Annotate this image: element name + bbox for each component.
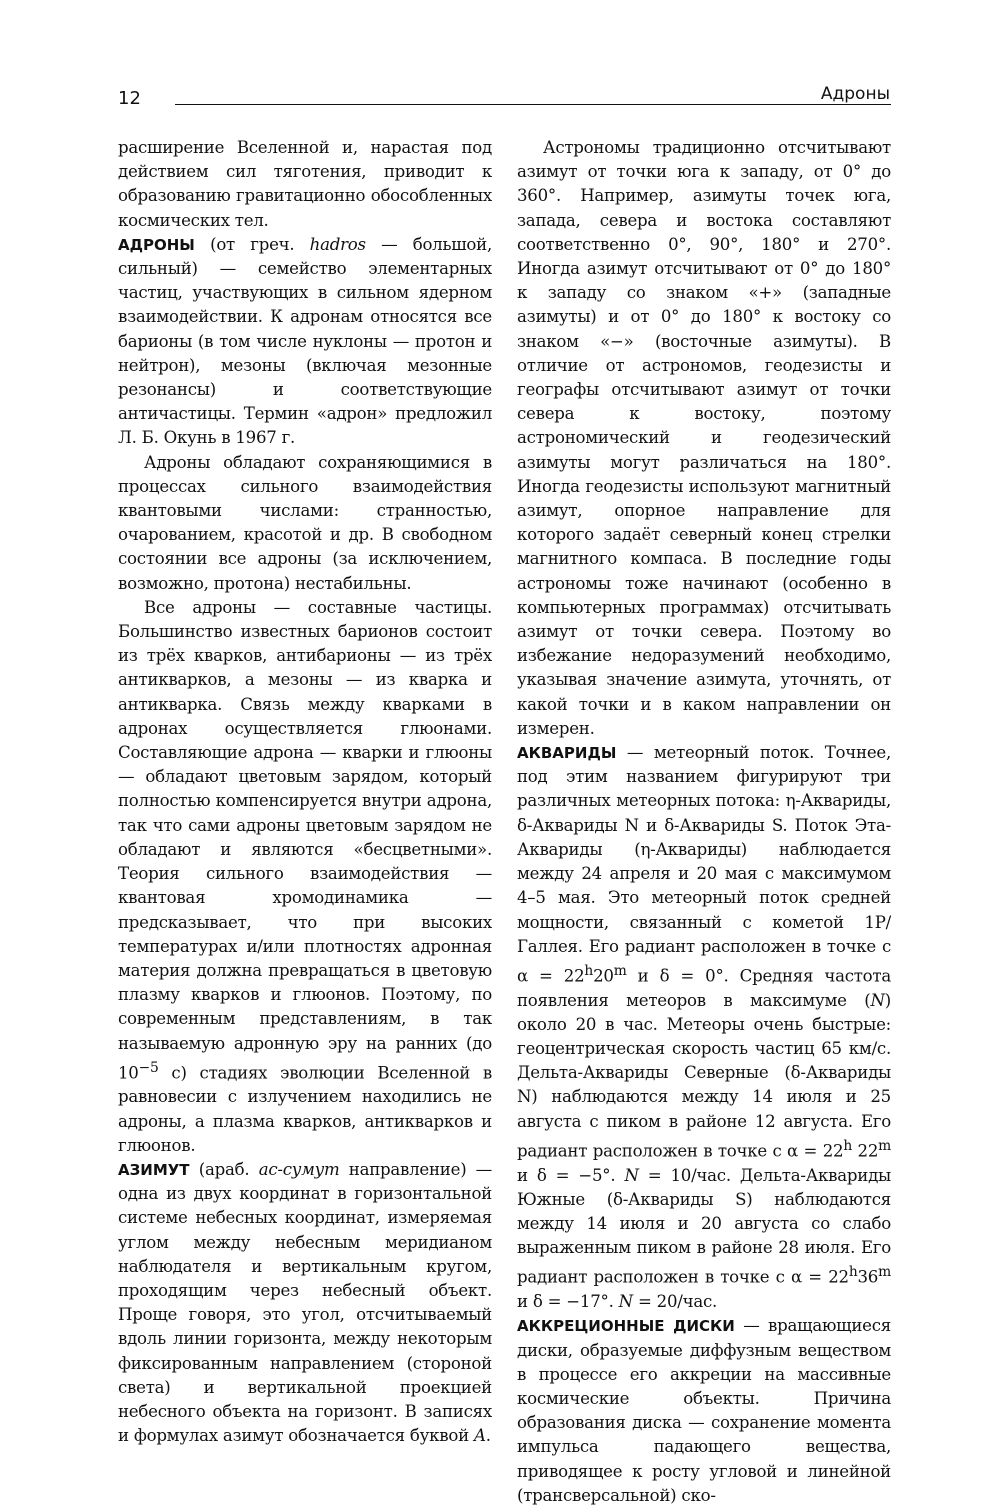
entry-term: АККРЕЦИОННЫЕ ДИСКИ [517,1317,735,1336]
paragraph: Астрономы традиционно отсчитывают азимут от точки юга к западу, от 0° до 360°. Например, азимуты точек юга, запада, севера и востока составляют соответственно 0°, 90°, 180° и 270°. Иногда азимут отсчитывают от 0° до 180° к западу со знаком «+» (западные азимуты) и от 0° до 180° к востоку со знаком «−» (восточные азимуты). В отличие от астрономов, геодезисты и географы отсчитывают азимут от точки севера к востоку, поэтому астрономический и геодезический азимуты могут различаться на 180°. Иногда геодезисты используют магнитный азимут, опорное направление для которого задаёт северный конец стрелки магнитного компаса. В последние годы астрономы тоже начинают (особенно в компьютерных программах) отсчитывать азимут от точки севера. Поэтому во избежание недоразумений необходимо, указывая значение азимута, уточнять, от какой точки и в каком направлении он измерен. [517,138,891,738]
paragraph: Адроны обладают сохраняющимися в процессах сильного взаимодействия квантовыми числами: странностью, очарованием, красотой и др. В свободном состоянии все адроны (за исключением, возможно, протона) нестабильны. [118,452,492,593]
page-number: 12 [118,88,141,109]
right-column [517,136,891,1508]
entry-azimut: АЗИМУТ (араб. ас-сумут направление) — одна из двух координат в горизонтальной системе небесных координат, измеряемая углом между небесным меридианом наблюдателя и вертикальным кругом, проходящим через небесный объект. Проще говоря, это угол, отсчитываемый вдоль линии горизонта, между некоторым фиксированным направлением (стороной света) и вертикальной проекцией небесного объекта на горизонт. В записях и формулах азимут обозначается буквой A. [118,1160,492,1446]
entry-akvaridy: АКВАРИДЫ — метеорный поток. Точнее, под этим названием фигурируют три различных метеорных потока: η-Аквариды, δ-Аквариды N и δ-Аквариды S. Поток Эта-Аквариды (η-Аквариды) наблюдается между 24 апреля и 20 мая с максимумом 4–5 мая. Это метеорный поток средней мощности, связанный с кометой 1P/Галлея. Его радиант расположен в точке с $\alpha = 22^h20^m$ и δ = 0°. Средняя частота появления метеоров в максимуме (N) около 20 в час. Метеоры очень быстрые: геоцентрическая скорость частиц 65 км/с. Дельта-Аквариды Северные (δ-Аквариды N) наблюдаются между 14 июля и 25 августа с пиком в районе 12 августа. Его радиант расположен в точке с $\alpha = 22^h$ 22$^m$ и δ = −5°. N = 10/час. Дельта-Аквариды Южные (δ-Аквариды S) наблюдаются между 14 июля и 20 августа со слабо выраженным пиком в районе 28 июля. Его радиант расположен в точке с $\alpha = 22^h36^m$ и δ = −17°. N = 20/час. [517,743,891,1312]
entry-akkrecionnye-diski: АККРЕЦИОННЫЕ ДИСКИ — вращающиеся диски, образуемые диффузным веществом в процессе его аккреции на массивные космические объекты. Причина образования диска — сохранение момента импульса падающего вещества, приводящее к росту угловой и линейной (трансверсальной) ско- [517,1316,891,1505]
entry-term: АЗИМУТ [118,1161,190,1180]
left-column [118,136,492,1449]
entry-term: АДРОНЫ [118,235,195,254]
paragraph: расширение Вселенной и, нарастая под действием сил тяготения, приводит к образованию гравитационно обособленных космических тел. [118,138,492,230]
running-title: Адроны [820,84,890,104]
entry-adrony: АДРОНЫ (от греч. hadros — большой, сильный) — семейство элементарных частиц, участвующих в сильном ядерном взаимодействии. К адронам относятся все барионы (в том числе нуклоны — протон и нейтрон), мезоны (включая мезонные резонансы) и соответствующие античастицы. Термин «адрон» предложил Л. Б. Окунь в 1967 г. [118,234,493,448]
entry-term: АКВАРИДЫ [517,744,617,763]
paragraph: Все адроны — составные частицы. Большинство известных барионов состоит из трёх кварков, антибарионы — из трёх антикварков, а мезоны — из кварка и антикварка. Связь между кварками в адронах осуществляется глюонами. Составляющие адрона — кварки и глюоны — обладают цветовым зарядом, который полностью компенсируется внутри адрона, так что сами адроны цветовым зарядом не обладают и являются «бесцветными». Теория сильного взаимодействия — квантовая хромодинамика — предсказывает, что при высоких температурах и/или плотностях адронная материя должна превращаться в цветовую плазму кварков и глюонов. Поэтому, по современным представлениям, в так называемую адронную эру на ранних (до $10^{-5}$ с) стадиях эволюции Вселенной в равновесии с излучением находились не адроны, а плазма кварков, антикварков и глюонов. [118,597,492,1155]
header-rule [175,104,891,105]
